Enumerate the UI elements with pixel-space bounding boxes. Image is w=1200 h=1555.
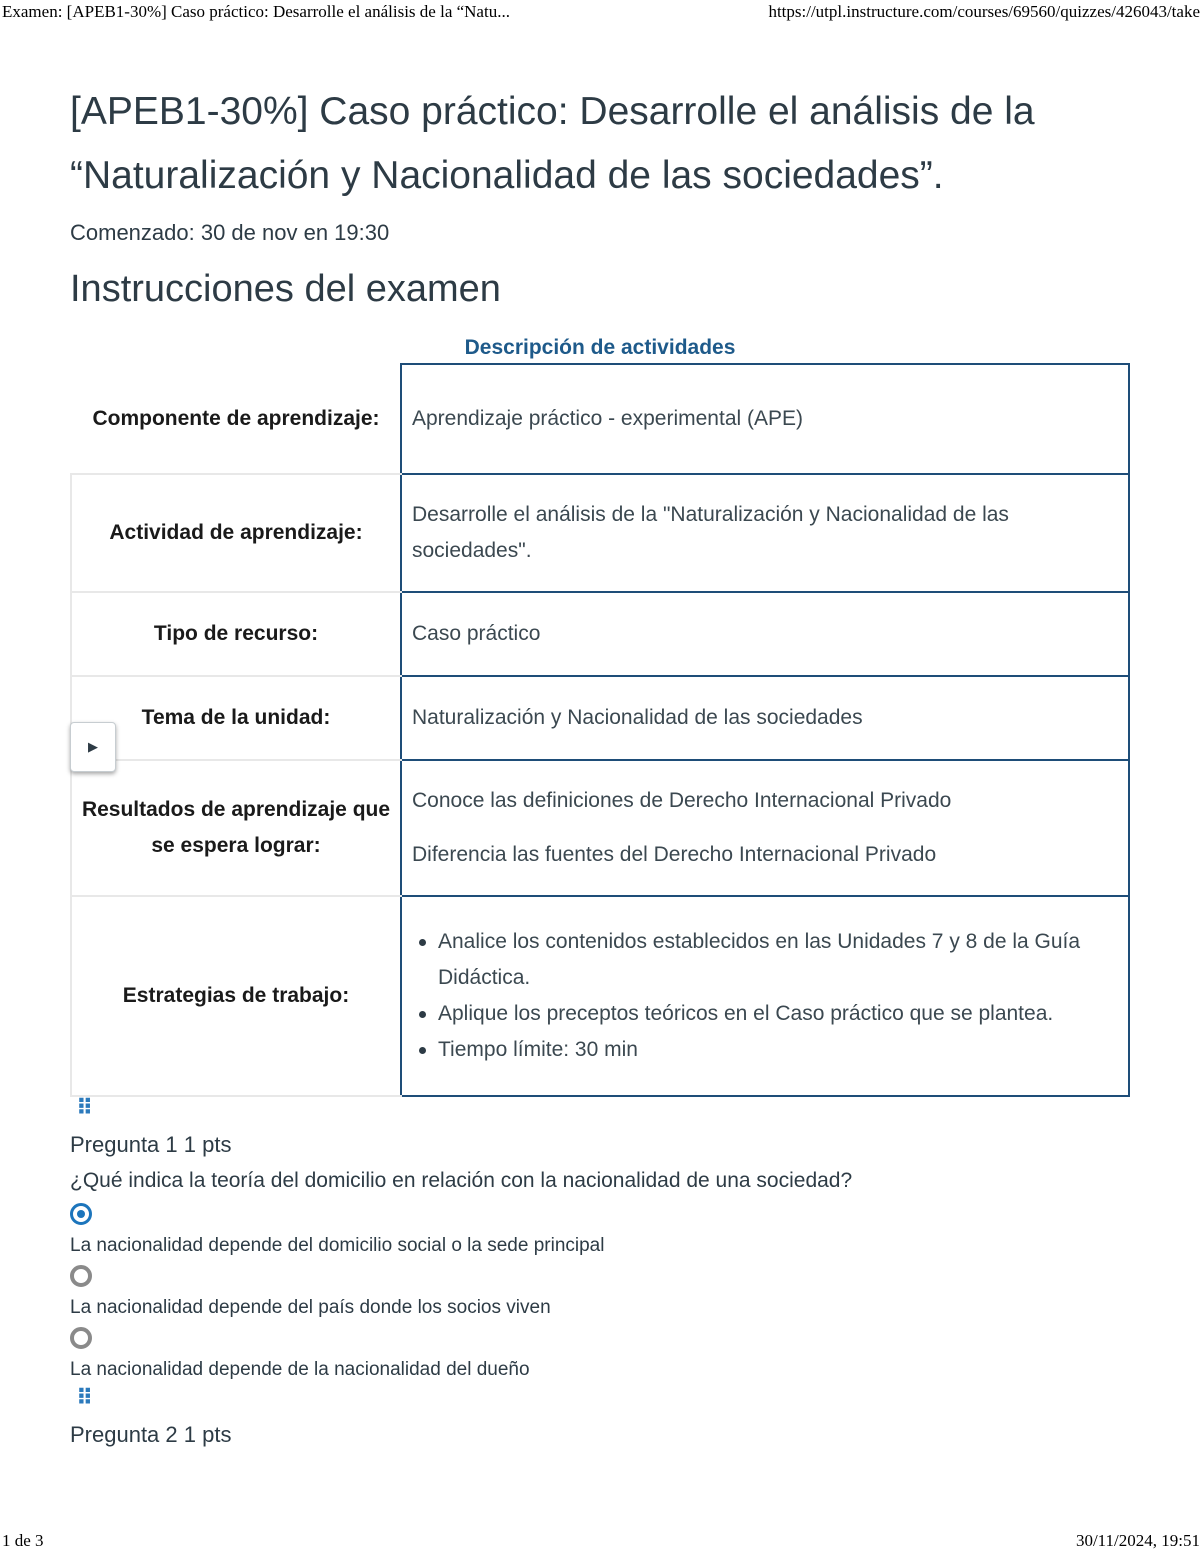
answer-option-1[interactable]: [70, 1203, 1130, 1261]
quiz-content: [70, 80, 1130, 1453]
row-label: Actividad de aprendizaje:: [71, 474, 401, 592]
strategies-list: [412, 924, 1118, 1068]
table-row: [71, 896, 1129, 1096]
table-row: [71, 676, 1129, 760]
activities-table: [70, 363, 1130, 1097]
row-label: Resultados de aprendizaje que se espera lograr:: [71, 760, 401, 896]
table-row: [71, 760, 1129, 896]
radio-button[interactable]: [70, 1327, 92, 1349]
drag-handle-icon[interactable]: ⠿: [76, 1095, 92, 1120]
sidebar-toggle-button[interactable]: [70, 722, 116, 772]
activities-table-heading: Descripción de actividades: [464, 336, 736, 359]
answer-option-2[interactable]: [70, 1265, 1130, 1323]
table-row: [71, 592, 1129, 676]
quiz-title: [APEB1-30%] Caso práctico: Desarrolle el análisis de la “Naturalización y Nacionalidad de las sociedades”.: [70, 90, 1035, 197]
row-label: Tipo de recurso:: [71, 592, 401, 676]
radio-button[interactable]: [70, 1265, 92, 1287]
list-item: Tiempo límite: 30 min: [438, 1032, 1118, 1068]
radio-button-selected[interactable]: [70, 1203, 92, 1225]
question-2-header: Pregunta 2 1 pts: [70, 1422, 232, 1447]
instructions-heading: Instrucciones del examen: [70, 268, 501, 310]
row-label: Componente de aprendizaje:: [71, 364, 401, 474]
learning-outcome: Diferencia las fuentes del Derecho Internacional Privado: [412, 843, 937, 866]
table-row: [71, 474, 1129, 592]
print-url: https://utpl.instructure.com/courses/69560/quizzes/426043/take: [768, 2, 1200, 21]
print-footer: [0, 1531, 1200, 1555]
row-value: Aprendizaje práctico - experimental (APE): [401, 364, 1129, 474]
row-value: [401, 896, 1129, 1096]
row-label: Tema de la unidad:: [71, 676, 401, 760]
play-right-icon: ▶: [88, 739, 98, 754]
question-1-header: Pregunta 1 1 pts: [70, 1132, 232, 1157]
table-row: [71, 364, 1129, 474]
answer-label[interactable]: La nacionalidad depende de la nacionalidad del dueño: [70, 1359, 530, 1380]
list-item: Analice los contenidos establecidos en las Unidades 7 y 8 de la Guía Didáctica.: [438, 924, 1118, 996]
list-item: Aplique los preceptos teóricos en el Caso práctico que se plantea.: [438, 996, 1118, 1032]
learning-outcome: Conoce las definiciones de Derecho Internacional Privado: [412, 789, 952, 812]
row-value: [401, 760, 1129, 896]
print-header: [0, 2, 1200, 26]
drag-handle-icon[interactable]: ⠿: [76, 1385, 92, 1410]
row-value: Desarrolle el análisis de la "Naturalización y Nacionalidad de las sociedades".: [401, 474, 1129, 592]
print-page-number: 1 de 3: [2, 1531, 44, 1550]
answer-label[interactable]: La nacionalidad depende del país donde los socios viven: [70, 1297, 551, 1318]
print-datetime: 30/11/2024, 19:51: [1075, 1531, 1200, 1550]
answer-option-3[interactable]: [70, 1327, 1130, 1385]
row-value: Naturalización y Nacionalidad de las sociedades: [401, 676, 1129, 760]
row-value: Caso práctico: [401, 592, 1129, 676]
row-label: Estrategias de trabajo:: [71, 896, 401, 1096]
answer-label[interactable]: La nacionalidad depende del domicilio social o la sede principal: [70, 1235, 605, 1256]
question-1-text: ¿Qué indica la teoría del domicilio en relación con la nacionalidad de una sociedad?: [70, 1169, 853, 1192]
print-page-title: Examen: [APEB1-30%] Caso práctico: Desarrolle el análisis de la “Natu...: [2, 2, 510, 21]
started-timestamp: Comenzado: 30 de nov en 19:30: [70, 220, 390, 245]
